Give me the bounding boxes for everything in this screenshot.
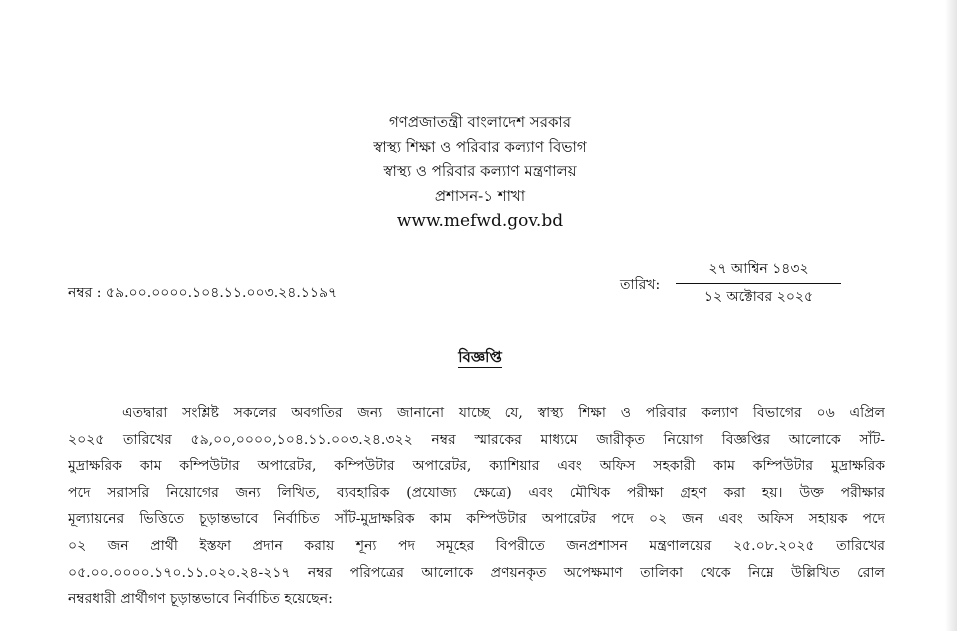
letterhead [300,110,660,234]
notice-body-line: মূল্যায়নের ভিত্তিতে চূড়ান্তভাবে নির্বাচিত সাঁট-মুদ্রাক্ষরিক কাম কম্পিউটার অপারেটর পদে ০২ জন এবং অফিস সহায়ক পদে [68,511,885,528]
notice-body-line: মুদ্রাক্ষরিক কাম কম্পিউটার অপারেটর, কম্পিউটার অপারেটর, ক্যাশিয়ার এবং অফিস সহকারী কাম কম্পিউটার মুদ্রাক্ষরিক [68,458,885,475]
website-url: www.mefwd.gov.bd [396,211,564,231]
date-block [676,258,841,308]
notice-body [68,400,885,613]
notice-body-line: নম্বরধারী প্রার্থীগণ চূড়ান্তভাবে নির্বাচিত হয়েছেন: [68,591,333,608]
page-edge-shadow [945,0,957,631]
notice-body-line: পদে সরাসরি নিয়োগের জন্য লিখিত, ব্যবহারিক (প্রযোজ্য ক্ষেত্রে) এবং মৌখিক পরীক্ষা গ্রহণ করা হয়। উক্ত পরীক্ষার [68,484,885,501]
bangla-date: ২৭ আশ্বিন ১৪৩২ [676,258,841,284]
reference-number: নম্বর : ৫৯.০০.০০০০.১০৪.১১.০০৩.২৪.১১৯৭ [68,285,338,301]
notice-title [400,346,560,371]
branch-name: প্রশাসন-১ শাখা [434,186,526,205]
division-name: স্বাস্থ্য শিক্ষা ও পরিবার কল্যাণ বিভাগ [373,137,587,156]
notice-body-line: এতদ্বারা সংশ্লিষ্ট সকলের অবগতির জন্য জানানো যাচ্ছে যে, স্বাস্থ্য শিক্ষা ও পরিবার কল্যাণ বিভাগের ০৬ এপ্রিল [122,405,885,421]
notice-title-text: বিজ্ঞপ্তি [458,348,502,366]
ministry-name: স্বাস্থ্য ও পরিবার কল্যাণ মন্ত্রণালয় [383,162,577,180]
notice-body-line: ২০২৫ তারিখের ৫৯,০০,০০০০,১০৪.১১.০০৩.২৪.৩২২ নম্বর স্মারকের মাধ্যমে জারীকৃত নিয়োগ বিজ্ঞপ্তির আলোকে সাঁট- [68,431,885,448]
government-name: গণপ্রজাতন্ত্রী বাংলাদেশ সরকার [388,113,572,131]
gregorian-date: ১২ অক্টোবর ২০২৫ [703,289,814,305]
notice-body-line: ০২ জন প্রার্থী ইস্তফা প্রদান করায় শূন্য পদ সমূহের বিপরীতে জনপ্রশাসন মন্ত্রণালয়ের ২৫.০৮.২০২৫ তারিখের [68,537,885,554]
notice-body-line: ০৫.০০.০০০০.১৭০.১১.০২০.২৪-২১৭ নম্বর পরিপত্রের আলোকে প্রণয়নকৃত অপেক্ষমাণ তালিকা থেকে নিম্নে উল্লিখিত রোল [68,564,885,581]
date-label: তারিখ: [620,277,661,293]
